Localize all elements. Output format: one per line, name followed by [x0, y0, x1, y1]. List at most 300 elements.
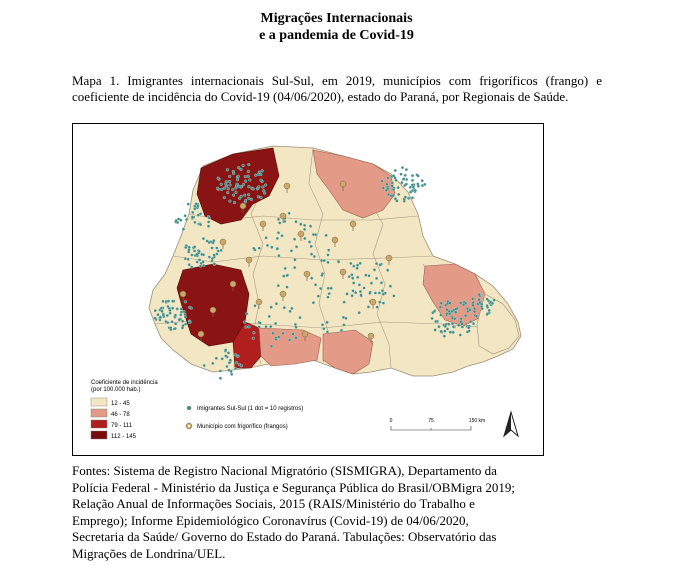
immigrant-dot — [290, 249, 293, 252]
immigrant-dot — [286, 286, 289, 289]
immigrant-dot — [480, 305, 483, 308]
immigrant-dot — [224, 349, 227, 352]
immigrant-dot — [381, 289, 384, 292]
immigrant-dot — [454, 308, 457, 311]
immigrant-dot — [283, 220, 286, 223]
immigrant-dot — [160, 307, 163, 310]
immigrant-dot — [284, 267, 287, 270]
immigrant-dot — [394, 169, 397, 172]
immigrant-dot — [234, 367, 237, 370]
immigrant-dot — [282, 275, 285, 278]
immigrant-dot — [342, 316, 345, 319]
immigrant-dot — [171, 320, 174, 323]
legend-title-1: Coeficiente de incidência — [91, 380, 158, 386]
immigrant-dot — [183, 310, 186, 313]
immigrant-dot — [228, 180, 231, 183]
immigrant-dot — [405, 178, 408, 181]
immigrant-dot — [216, 253, 219, 256]
immigrant-dot — [370, 282, 373, 285]
immigrant-dot — [171, 300, 174, 303]
immigrant-dot — [407, 197, 410, 200]
immigrant-dot — [253, 331, 256, 334]
immigrant-dot — [182, 324, 185, 327]
immigrant-dot — [447, 323, 450, 326]
immigrant-dot — [323, 259, 326, 262]
immigrant-dot — [467, 326, 470, 329]
immigrant-dot — [184, 323, 187, 326]
immigrant-dot — [423, 183, 426, 186]
immigrant-dot — [240, 168, 243, 171]
immigrant-dot — [275, 338, 278, 341]
immigrant-dot — [386, 177, 389, 180]
immigrant-dot — [213, 263, 216, 266]
immigrant-dot — [358, 311, 361, 314]
immigrant-dot — [351, 277, 354, 280]
immigrant-dot — [444, 304, 447, 307]
immigrant-dot — [244, 175, 247, 178]
immigrant-dot — [478, 298, 481, 301]
sources-line-2: Polícia Federal - Ministério da Justiça e Segurança Pública do Brasil/OBMigra 2019; — [72, 479, 515, 495]
immigrant-dot — [184, 246, 187, 249]
immigrant-dot — [240, 364, 243, 367]
immigrant-dot — [326, 321, 329, 324]
immigrant-dot — [202, 237, 205, 240]
immigrant-dot — [187, 203, 190, 206]
immigrant-dot — [321, 274, 324, 277]
immigrant-dot — [352, 265, 355, 268]
immigrant-dot — [464, 302, 467, 305]
immigrant-dot — [219, 377, 222, 380]
immigrant-dot — [434, 329, 437, 332]
immigrant-dot — [277, 284, 280, 287]
immigrant-dot — [275, 302, 278, 305]
immigrant-dot — [392, 194, 395, 197]
legend-swatch-46-78 — [91, 409, 107, 417]
immigrant-dot — [405, 168, 408, 171]
immigrant-dot — [459, 302, 462, 305]
immigrant-dot — [368, 274, 371, 277]
immigrant-dot — [401, 181, 404, 184]
immigrant-dot — [199, 212, 202, 215]
immigrant-dot — [211, 362, 214, 365]
immigrant-dot — [439, 306, 442, 309]
immigrant-dot — [309, 225, 312, 228]
immigrant-dot — [356, 267, 359, 270]
immigrant-dot — [246, 312, 249, 315]
immigrant-dot — [356, 264, 359, 267]
north-arrow-icon — [504, 412, 518, 436]
immigrant-dot — [317, 295, 320, 298]
immigrant-dot — [229, 359, 232, 362]
immigrant-dot — [269, 325, 272, 328]
scale-label-0: 0 — [389, 418, 393, 424]
immigrant-dot — [260, 179, 263, 182]
immigrant-dot — [294, 258, 297, 261]
immigrant-dot — [226, 191, 229, 194]
legend-pin-icon — [186, 423, 192, 429]
immigrant-dot — [379, 264, 382, 267]
immigrant-dot — [187, 258, 190, 261]
immigrant-dot — [248, 179, 251, 182]
immigrant-dot — [235, 191, 238, 194]
immigrant-dot — [319, 287, 322, 290]
immigrant-dot — [207, 221, 210, 224]
immigrant-dot — [237, 175, 240, 178]
immigrant-dot — [188, 321, 191, 324]
immigrant-dot — [238, 185, 241, 188]
immigrant-dot — [294, 323, 297, 326]
immigrant-dot — [288, 212, 291, 215]
immigrant-dot — [230, 370, 233, 373]
immigrant-dot — [348, 275, 351, 278]
immigrant-dot — [217, 177, 220, 180]
immigrant-dot — [356, 276, 359, 279]
immigrant-dot — [182, 228, 185, 231]
map-frame — [72, 123, 544, 456]
immigrant-dot — [254, 174, 257, 177]
immigrant-dot — [259, 322, 262, 325]
immigrant-dot — [191, 254, 194, 257]
immigrant-dot — [363, 287, 366, 290]
immigrant-dot — [457, 324, 460, 327]
immigrant-dot — [405, 183, 408, 186]
immigrant-dot — [282, 332, 285, 335]
immigrant-dot — [380, 281, 383, 284]
immigrant-dot — [180, 308, 183, 311]
immigrant-dot — [217, 250, 220, 253]
immigrant-dot — [393, 295, 396, 298]
immigrant-dot — [444, 330, 447, 333]
immigrant-dot — [313, 255, 316, 258]
immigrant-dot — [327, 296, 330, 299]
immigrant-dot — [276, 237, 279, 240]
immigrant-dot — [351, 273, 354, 276]
immigrant-dot — [443, 335, 446, 338]
immigrant-dot — [236, 178, 239, 181]
immigrant-dot — [327, 261, 330, 264]
immigrant-dot — [312, 301, 315, 304]
immigrant-dot — [265, 325, 268, 328]
immigrant-dot — [289, 310, 292, 313]
immigrant-dot — [475, 315, 478, 318]
immigrant-dot — [310, 245, 313, 248]
immigrant-dot — [303, 224, 306, 227]
immigrant-dot — [479, 301, 482, 304]
immigrant-dot — [276, 247, 279, 250]
immigrant-dot — [198, 250, 201, 253]
immigrant-dot — [286, 274, 289, 277]
immigrant-dot — [211, 257, 214, 260]
immigrant-dot — [264, 184, 267, 187]
immigrant-dot — [193, 246, 196, 249]
immigrant-dot — [308, 241, 311, 244]
immigrant-dot — [473, 310, 476, 313]
immigrant-dot — [472, 322, 475, 325]
immigrant-dot — [237, 166, 240, 169]
immigrant-dot — [349, 262, 352, 265]
immigrant-dot — [352, 289, 355, 292]
immigrant-dot — [345, 317, 348, 320]
immigrant-dot — [346, 293, 349, 296]
immigrant-dot — [351, 294, 354, 297]
immigrant-dot — [330, 287, 333, 290]
immigrant-dot — [184, 214, 187, 217]
immigrant-dot — [188, 246, 191, 249]
immigrant-dot — [489, 301, 492, 304]
immigrant-dot — [235, 361, 238, 364]
immigrant-dot — [190, 266, 193, 269]
immigrant-dot — [386, 183, 389, 186]
immigrant-dot — [258, 326, 261, 329]
immigrant-dot — [433, 310, 436, 313]
immigrant-dot — [343, 301, 346, 304]
immigrant-dot — [272, 332, 275, 335]
map-legend — [91, 380, 303, 440]
immigrant-dot — [396, 200, 399, 203]
immigrant-dot — [397, 186, 400, 189]
immigrant-dot — [167, 305, 170, 308]
immigrant-dot — [170, 328, 173, 331]
immigrant-dot — [207, 225, 210, 228]
immigrant-dot — [174, 314, 177, 317]
immigrant-dot — [461, 323, 464, 326]
immigrant-dot — [404, 196, 407, 199]
immigrant-dot — [208, 216, 211, 219]
immigrant-dot — [196, 253, 199, 256]
immigrant-dot — [252, 337, 255, 340]
immigrant-dot — [194, 221, 197, 224]
immigrant-dot — [174, 327, 177, 330]
immigrant-dot — [303, 228, 306, 231]
immigrant-dot — [176, 221, 179, 224]
immigrant-dot — [243, 194, 246, 197]
immigrant-dot — [211, 247, 214, 250]
immigrant-dot — [257, 173, 260, 176]
immigrant-dot — [193, 207, 196, 210]
immigrant-dot — [471, 297, 474, 300]
immigrant-dot — [293, 238, 296, 241]
immigrant-dot — [411, 184, 414, 187]
immigrant-dot — [176, 308, 179, 311]
immigrant-dot — [248, 325, 251, 328]
immigrant-dot — [369, 292, 372, 295]
immigrant-dot — [446, 328, 449, 331]
sources-line-5: Secretaria da Saúde/ Governo do Estado do Paraná. Tabulações: Observatório das — [72, 529, 497, 544]
map-caption: Mapa 1. Imigrantes internacionais Sul-Sul, em 2019, municípios com frigoríficos (frango) e coeficiente de incidência do Covid-19 (04/06/2020), estado do Paraná, por Regionais de Saúde. — [72, 73, 602, 104]
immigrant-dot — [184, 313, 187, 316]
immigrant-dot — [202, 264, 205, 267]
immigrant-dot — [252, 247, 255, 250]
immigrant-dot — [232, 172, 235, 175]
legend-classes — [91, 398, 137, 440]
immigrant-dot — [360, 294, 363, 297]
immigrant-dot — [242, 164, 245, 167]
legend-swatch-79-111 — [91, 420, 107, 428]
immigrant-dot — [184, 316, 187, 319]
immigrant-dot — [154, 317, 157, 320]
immigrant-dot — [451, 310, 454, 313]
sources-text — [72, 463, 592, 562]
immigrant-dot — [325, 234, 328, 237]
immigrant-dot — [188, 306, 191, 309]
immigrant-dot — [278, 222, 281, 225]
immigrant-dot — [224, 355, 227, 358]
immigrant-dot — [254, 304, 257, 307]
immigrant-dot — [229, 200, 232, 203]
immigrant-dot — [227, 352, 230, 355]
immigrant-dot — [386, 269, 389, 272]
immigrant-dot — [337, 261, 340, 264]
immigrant-dot — [197, 204, 200, 207]
immigrant-dot — [469, 309, 472, 312]
immigrant-dot — [411, 174, 414, 177]
immigrant-dot — [184, 300, 187, 303]
immigrant-dot — [402, 178, 405, 181]
immigrant-dot — [472, 304, 475, 307]
immigrant-dot — [431, 317, 434, 320]
immigrant-dot — [411, 196, 414, 199]
immigrant-dot — [451, 317, 454, 320]
page-title — [0, 10, 673, 44]
immigrant-dot — [250, 198, 253, 201]
immigrant-dot — [392, 174, 395, 177]
immigrant-dot — [382, 302, 385, 305]
immigrant-dot — [374, 292, 377, 295]
immigrant-dot — [295, 336, 298, 339]
immigrant-dot — [208, 241, 211, 244]
immigrant-dot — [473, 307, 476, 310]
immigrant-dot — [326, 331, 329, 334]
immigrant-dot — [235, 185, 238, 188]
immigrant-dot — [161, 310, 164, 313]
immigrant-dot — [169, 312, 172, 315]
immigrant-dot — [373, 268, 376, 271]
immigrant-dot — [262, 189, 265, 192]
immigrant-dot — [478, 293, 481, 296]
immigrant-dot — [400, 173, 403, 176]
immigrant-dot — [185, 218, 188, 221]
immigrant-dot — [417, 175, 420, 178]
immigrant-dot — [270, 345, 273, 348]
immigrant-dot — [397, 193, 400, 196]
legend-label-46-78: 46 - 78 — [111, 412, 130, 418]
immigrant-dot — [199, 223, 202, 226]
immigrant-dot — [178, 318, 181, 321]
immigrant-dot — [202, 253, 205, 256]
immigrant-dot — [469, 320, 472, 323]
legend-label-79-111: 79 - 111 — [111, 423, 133, 429]
immigrant-dot — [247, 197, 250, 200]
immigrant-dot — [223, 187, 226, 190]
immigrant-dot — [327, 249, 330, 252]
immigrant-dot — [213, 254, 216, 257]
immigrant-dot — [327, 287, 330, 290]
immigrant-dot — [382, 187, 385, 190]
immigrant-dot — [283, 306, 286, 309]
immigrant-dot — [464, 314, 467, 317]
immigrant-dot — [274, 322, 277, 325]
immigrant-dot — [310, 253, 313, 256]
immigrant-dot — [392, 188, 395, 191]
immigrant-dot — [486, 304, 489, 307]
immigrant-dot — [191, 216, 194, 219]
immigrant-dot — [375, 277, 378, 280]
immigrant-dot — [295, 245, 298, 248]
immigrant-dot — [229, 184, 232, 187]
immigrant-dot — [299, 223, 302, 226]
legend-swatch-112-145 — [91, 431, 107, 439]
parana-map — [73, 124, 544, 456]
immigrant-dot — [232, 194, 235, 197]
scale-label-75: 75 — [428, 418, 434, 424]
immigrant-dot — [409, 186, 412, 189]
immigrant-dot — [181, 320, 184, 323]
immigrant-dot — [449, 331, 452, 334]
immigrant-dot — [488, 309, 491, 312]
immigrant-dot — [223, 196, 226, 199]
immigrant-dot — [180, 311, 183, 314]
immigrant-dot — [358, 284, 361, 287]
immigrant-dot — [444, 325, 447, 328]
immigrant-dot — [216, 187, 219, 190]
immigrant-dot — [452, 331, 455, 334]
immigrant-dot — [299, 316, 302, 319]
immigrant-dot — [454, 311, 457, 314]
immigrant-dot — [417, 185, 420, 188]
immigrant-dot — [227, 187, 230, 190]
immigrant-dot — [188, 263, 191, 266]
immigrant-dot — [401, 166, 404, 169]
immigrant-dot — [293, 266, 296, 269]
immigrant-dot — [240, 195, 243, 198]
immigrant-dot — [343, 324, 346, 327]
immigrant-dot — [378, 292, 381, 295]
immigrant-dot — [472, 301, 475, 304]
immigrant-dot — [486, 298, 489, 301]
legend-title-2: (por 100.000 hab.) — [91, 387, 141, 393]
immigrant-dot — [278, 254, 281, 257]
immigrant-dot — [228, 361, 231, 364]
immigrant-dot — [382, 293, 385, 296]
immigrant-dot — [220, 249, 223, 252]
immigrant-dot — [247, 163, 250, 166]
immigrant-dot — [376, 306, 379, 309]
immigrant-dot — [314, 283, 317, 286]
immigrant-dot — [389, 285, 392, 288]
immigrant-dot — [157, 313, 160, 316]
immigrant-dot — [154, 309, 157, 312]
immigrant-dot — [461, 326, 464, 329]
immigrant-dot — [248, 185, 251, 188]
immigrant-dot — [448, 312, 451, 315]
immigrant-dot — [258, 247, 261, 250]
immigrant-dot — [354, 291, 357, 294]
immigrant-dot — [449, 302, 452, 305]
immigrant-dot — [233, 201, 236, 204]
immigrant-dot — [288, 339, 291, 342]
immigrant-dot — [180, 219, 183, 222]
immigrant-dot — [244, 199, 247, 202]
immigrant-dot — [261, 169, 264, 172]
immigrant-dot — [281, 234, 284, 237]
immigrant-dot — [261, 186, 264, 189]
sources-line-3: Relação Anual de Informações Sociais, 2015 (RAIS/Ministério do Trabalho e — [72, 496, 475, 511]
immigrant-dot — [242, 183, 245, 186]
immigrant-dot — [451, 322, 454, 325]
immigrant-dot — [421, 179, 424, 182]
immigrant-dot — [385, 189, 388, 192]
immigrant-dot — [203, 364, 206, 367]
